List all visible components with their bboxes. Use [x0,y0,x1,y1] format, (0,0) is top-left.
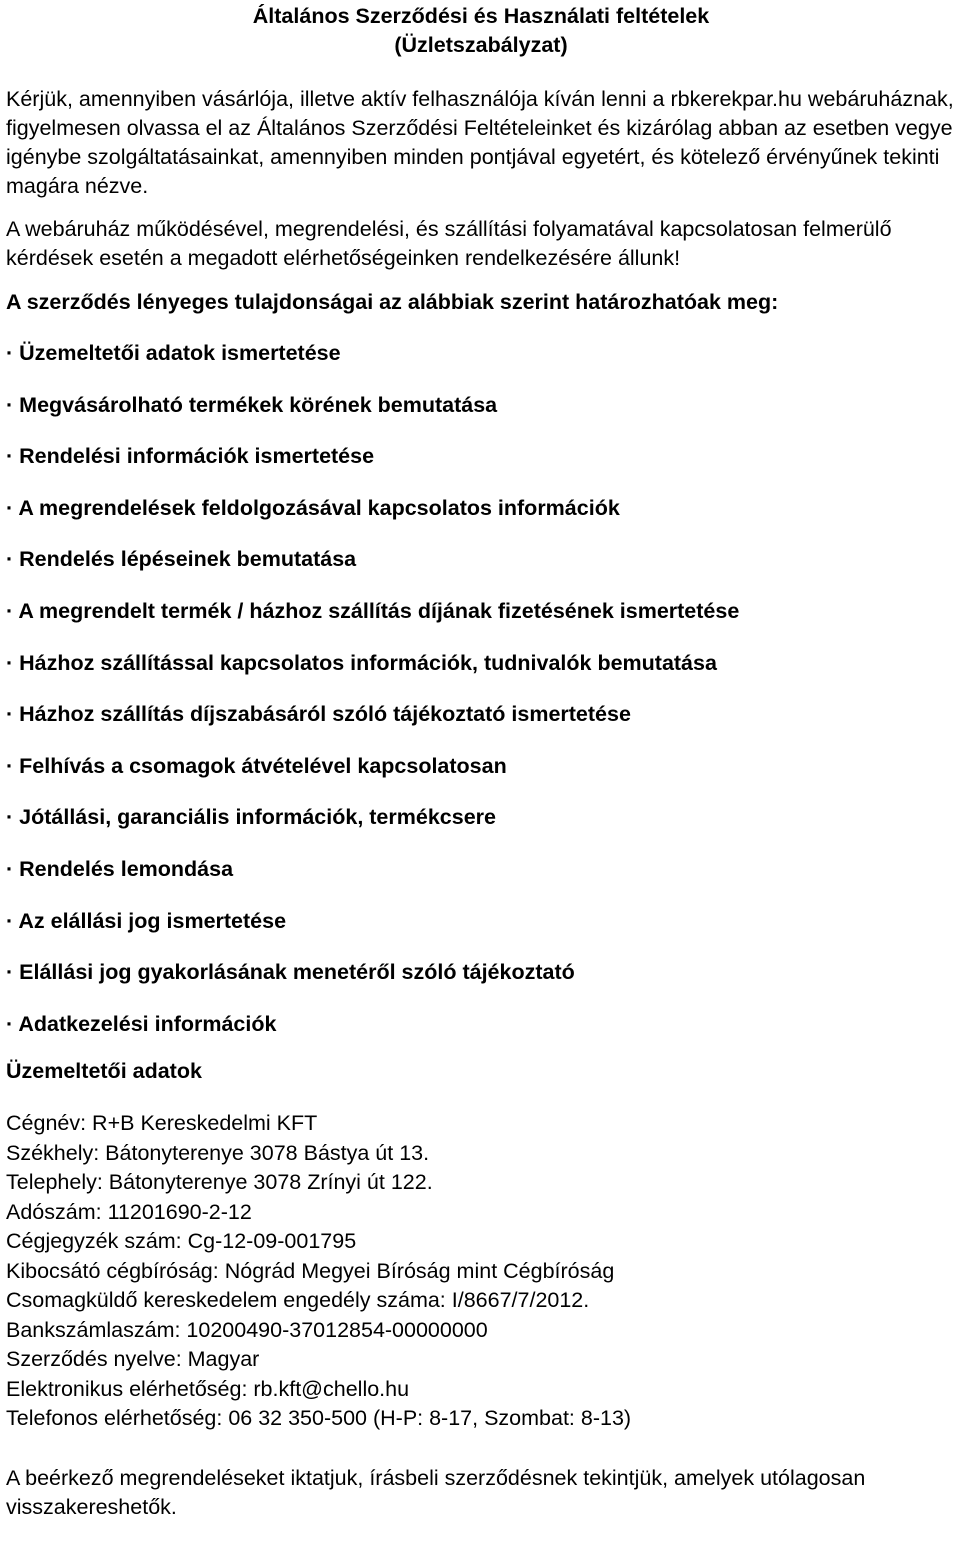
property-list-item [6,391,956,420]
bullet-dot: · [6,547,14,572]
property-list-label: Felhívás a csomagok átvételével kapcsolatosan [19,753,507,778]
property-list-item [6,442,956,471]
property-list-label: Az elállási jog ismertetése [18,908,287,933]
properties-list [6,339,956,1039]
bullet-dot: · [6,495,14,520]
property-list-label: Rendelési információk ismertetése [19,444,375,469]
property-list-item [6,907,956,936]
property-list-item [6,1010,956,1039]
closing-paragraph: A beérkező megrendeléseket iktatjuk, írásbeli szerződésnek tekintjük, amelyek utólagosan visszakereshetők. [6,1465,866,1519]
property-list-label: Üzemeltetői adatok ismertetése [19,341,341,365]
operator-info-line: Székhely: Bátonyterenye 3078 Bástya út 13. [6,1140,430,1165]
property-list-item [6,339,956,368]
bullet-dot: · [6,444,14,469]
operator-info-list [6,1109,956,1434]
title-line-2: (Üzletszabályzat) [394,33,568,57]
bullet-dot: · [6,1011,14,1036]
property-list-item [6,855,956,884]
property-list-label: Jótállási, garanciális információk, termékcsere [19,805,496,830]
bullet-dot: · [6,702,14,727]
property-list-label: Rendelés lépéseinek bemutatása [19,547,357,572]
operator-info-line: Bankszámlaszám: 10200490-37012854-00000000 [6,1317,488,1342]
operator-info-line: Elektronikus elérhetőség: rb.kft@chello.hu [6,1376,410,1401]
property-list-label: Házhoz szállítással kapcsolatos információk, tudnivalók bemutatása [19,650,717,675]
property-list-item [6,649,956,678]
property-list-label: Házhoz szállítás díjszabásáról szóló tájékoztató ismertetése [19,702,631,727]
operator-info-line: Telephely: Bátonyterenye 3078 Zrínyi út 122. [6,1170,433,1195]
bullet-dot: · [6,908,14,933]
bullet-dot: · [6,805,14,830]
property-list-item [6,545,956,574]
bullet-dot: · [6,856,14,881]
bullet-dot: · [6,960,14,985]
property-list-item [6,958,956,987]
operator-info-line: Csomagküldő kereskedelem engedély száma: I/8667/7/2012. [6,1288,590,1313]
bullet-dot: · [6,392,14,417]
operator-info-line: Kibocsátó cégbíróság: Nógrád Megyei Bíróság mint Cégbíróság [6,1258,615,1283]
bullet-dot: · [6,650,14,675]
operator-info-line: Szerződés nyelve: Magyar [6,1347,260,1372]
property-list-label: Adatkezelési információk [18,1011,277,1036]
intro-paragraph: Kérjük, amennyiben vásárlója, illetve aktív felhasználója kíván lenni a rbkerekpar.hu webáruháznak, figyelmesen olvassa el az Általános Szerződési Feltételeinket és kizárólag abban az esetben vegye igénybe szolgáltatásainkat, amennyiben minden pontjával egyetért, és kötelező érvényűnek tekinti magára nézve. [6,87,954,198]
property-list-label: A megrendelések feldolgozásával kapcsolatos információk [18,495,620,520]
document-title [6,0,956,60]
operator-info-line: Adószám: 11201690-2-12 [6,1199,252,1224]
property-list-label: Elállási jog gyakorlásának menetéről szóló tájékoztató [19,960,575,985]
operator-heading: Üzemeltetői adatok [6,1059,202,1084]
properties-heading: A szerződés lényeges tulajdonságai az alábbiak szerint határozhatóak meg: [6,290,779,314]
title-line-1: Általános Szerződési és Használati feltételek [252,4,710,28]
property-list-item [6,597,956,626]
bullet-dot: · [6,598,14,623]
operator-info-line: Cégjegyzék szám: Cg-12-09-001795 [6,1229,357,1254]
document-page [6,0,956,1522]
property-list-label: Rendelés lemondása [19,856,234,881]
operator-info-line: Telefonos elérhetőség: 06 32 350-500 (H-P: 8-17, Szombat: 8-13) [6,1406,632,1431]
property-list-item [6,494,956,523]
property-list-item [6,700,956,729]
bullet-dot: · [6,753,14,778]
property-list-item [6,803,956,832]
bullet-dot: · [6,341,14,365]
property-list-label: A megrendelt termék / házhoz szállítás díjának fizetésének ismertetése [18,598,740,623]
operator-info-line: Cégnév: R+B Kereskedelmi KFT [6,1111,318,1136]
property-list-label: Megvásárolható termékek körének bemutatása [19,392,498,417]
property-list-item [6,752,956,781]
operation-paragraph: A webáruház működésével, megrendelési, és szállítási folyamatával kapcsolatosan felmerülő kérdések esetén a megadott elérhetőségeinken rendelkezésére állunk! [6,217,892,270]
